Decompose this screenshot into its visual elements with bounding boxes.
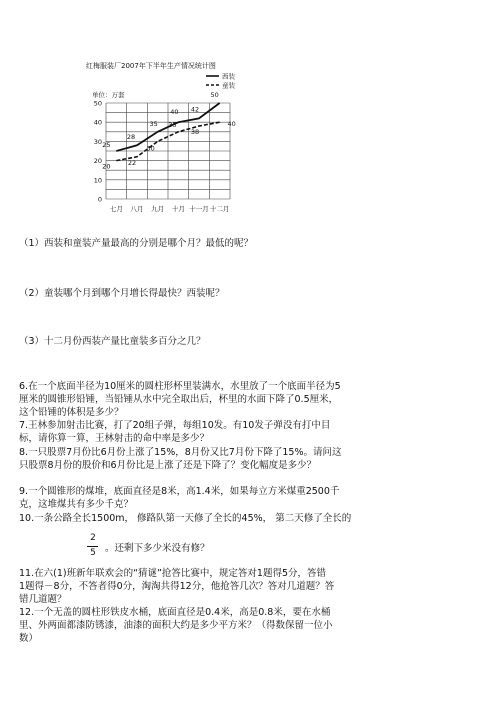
data-label: 42 (190, 105, 200, 114)
question-1: （1）西装和童装产量最高的分别是哪个月？最低的呢？ (19, 238, 254, 249)
problem-7-line-2: 标，请你算一算，王林射击的命中率是多少？ (19, 433, 210, 444)
data-label: 28 (126, 133, 136, 142)
fraction-denominator: 5 (90, 548, 96, 558)
y-tick-label: 50 (93, 99, 102, 108)
data-label: 40 (227, 120, 236, 129)
question-3: （3）十二月份西装产量比童装多百分之几？ (19, 336, 206, 347)
problem-9-line-1: 9.一个圆锥形的煤堆，底面直径是8米，高1.4米，如果每立方米煤重2500千 (19, 486, 340, 497)
x-tick-label: 七月 (109, 205, 123, 213)
data-label: 25 (102, 141, 111, 149)
y-tick-label: 30 (93, 137, 102, 146)
data-label: 35 (149, 119, 158, 128)
x-tick-label: 八月 (130, 205, 144, 213)
problem-6-line-1: 6.在一个底面半径为10厘米的圆柱形杯里装满水，水里放了一个底面半径为5 (19, 381, 341, 392)
problem-9-line-2: 克，这堆煤共有多少千克？ (19, 499, 134, 510)
problem-11-line-3: 错几道题？ (19, 594, 67, 605)
x-tick-label: 十一月 (189, 205, 209, 213)
fraction-numerator: 2 (90, 533, 96, 543)
problem-12-line-2: 里、外两面都漆防锈漆，油漆的面积大约是多少平方米？（得数保留一位小 (19, 620, 333, 631)
problem-7-line-1: 7.王林参加射击比赛，打了20组子弹，每组10发。有10发子弹没有打中目 (19, 420, 331, 431)
chart-title: 红梅服装厂2007年下半年生产情况统计图 (86, 62, 216, 70)
data-label: 20 (102, 162, 111, 171)
problem-8-line-2: 只股票8月份的股价和6月份比是上涨了还是下降了？变化幅度是多少？ (19, 460, 317, 471)
problem-6-line-2: 厘米的圆锥形铅锤，当铅锤从水中完全取出后，杯里的水面下降了0.5厘米， (19, 394, 339, 405)
x-tick-label: 十二月 (209, 205, 230, 213)
data-label: 38 (190, 128, 200, 137)
data-label: 50 (210, 91, 219, 99)
y-tick-label: 10 (93, 176, 102, 185)
unit-label: 单位：万套 (92, 91, 125, 99)
data-label: 30 (146, 144, 155, 153)
problem-11-line-2: 1题得－8分，不答者得0分，淘淘共得12分，他抢答几次？答对几道题？答 (19, 581, 335, 592)
problem-12-line-1: 12.一个无盖的圆柱形铁皮水桶，底面直径是0.4米，高是0.8米，要在水桶 (19, 607, 331, 618)
problem-6-line-3: 这个铅锤的体积是多少？ (19, 407, 124, 418)
fraction-bar (87, 546, 98, 547)
data-label: 40 (170, 108, 179, 117)
question-2: （2）童装哪个月到哪个月增长得最快？西装呢？ (19, 288, 225, 299)
legend-label: 西装 (222, 72, 235, 81)
x-tick-label: 十月 (171, 205, 185, 213)
data-label: 22 (127, 158, 137, 167)
y-tick-label: 0 (97, 195, 102, 204)
line-chart (56, 68, 246, 218)
legend-label: 童装 (222, 81, 235, 90)
x-tick-label: 九月 (151, 205, 165, 213)
y-tick-label: 40 (93, 118, 102, 127)
y-tick-label: 20 (93, 157, 102, 166)
problem-10-line-1: 10.一条公路全长1500m， 修路队第一天修了全长的45%， 第二天修了全长的 (19, 513, 352, 524)
problem-10-line-2: 。还剩下多少米没有修？ (105, 543, 210, 554)
problem-8-line-1: 8.一只股票7月份比6月份上涨了15%，8月份又比7月份下降了15%。请问这 (19, 447, 342, 458)
problem-11-line-1: 11.在六(1)班新年联欢会的“猜谜”抢答比赛中，规定答对1题得5分，答错 (19, 568, 326, 579)
data-label: 35 (168, 120, 177, 129)
problem-12-line-3: 数） (19, 633, 39, 644)
